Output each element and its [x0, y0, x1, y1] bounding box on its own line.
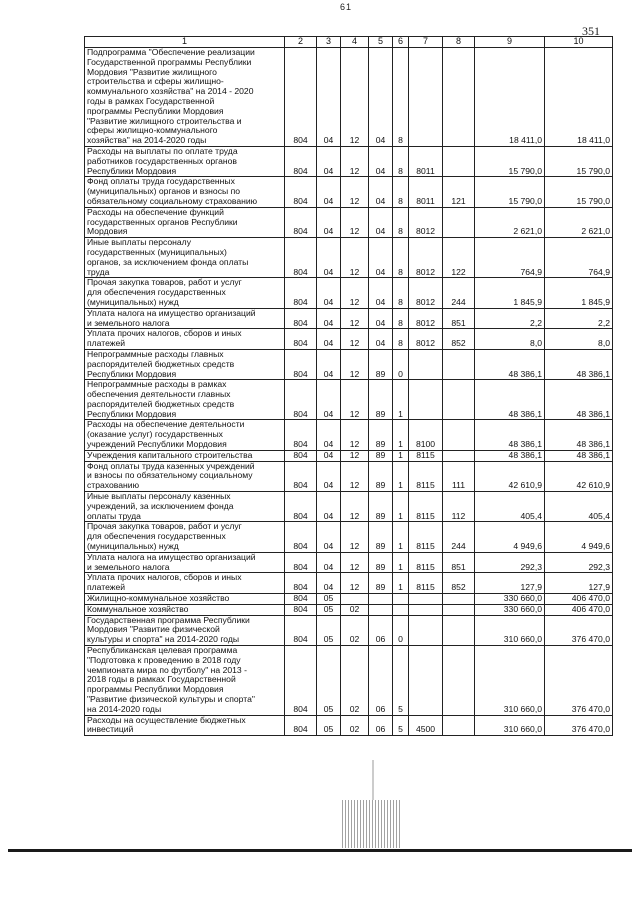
code-cell: 5	[393, 646, 409, 716]
code-cell: 852	[443, 573, 475, 594]
code-cell: 06	[369, 646, 393, 716]
table-row	[85, 552, 613, 573]
code-cell: 04	[317, 278, 341, 308]
amount-cell: 15 790,0	[545, 146, 613, 176]
code-cell	[409, 349, 443, 379]
row-name-cell: Прочая закупка товаров, работ и услуг для обеспечения государственных (муниципальных) нужд	[85, 522, 285, 552]
code-cell: 04	[317, 573, 341, 594]
code-cell: 12	[341, 450, 369, 461]
table-row	[85, 715, 613, 736]
code-cell: 04	[317, 308, 341, 329]
code-cell: 04	[369, 146, 393, 176]
column-header: 6	[393, 37, 409, 48]
page-number: 351	[582, 24, 600, 38]
code-cell: 804	[285, 308, 317, 329]
code-cell	[393, 594, 409, 605]
amount-cell: 405,4	[545, 492, 613, 522]
amount-cell: 2 621,0	[475, 207, 545, 237]
amount-cell: 2 621,0	[545, 207, 613, 237]
amount-cell: 310 660,0	[475, 715, 545, 736]
code-cell: 06	[369, 715, 393, 736]
amount-cell: 48 386,1	[545, 380, 613, 420]
code-cell: 1	[393, 552, 409, 573]
table-row	[85, 349, 613, 379]
code-cell: 04	[317, 420, 341, 450]
row-name-cell: Расходы на осуществление бюджетных инвестиций	[85, 715, 285, 736]
code-cell: 05	[317, 646, 341, 716]
code-cell: 12	[341, 573, 369, 594]
table-row	[85, 278, 613, 308]
code-cell: 851	[443, 552, 475, 573]
amount-cell: 330 660,0	[475, 594, 545, 605]
code-cell: 04	[317, 552, 341, 573]
code-cell	[443, 594, 475, 605]
code-cell: 04	[369, 177, 393, 207]
code-cell: 1	[393, 380, 409, 420]
code-cell: 04	[317, 48, 341, 147]
code-cell: 804	[285, 615, 317, 645]
column-header: 10	[545, 37, 613, 48]
code-cell: 8	[393, 177, 409, 207]
code-cell: 12	[341, 349, 369, 379]
code-cell: 04	[369, 238, 393, 278]
amount-cell: 4 949,6	[475, 522, 545, 552]
code-cell: 89	[369, 380, 393, 420]
table-row	[85, 177, 613, 207]
table-row	[85, 238, 613, 278]
code-cell: 804	[285, 177, 317, 207]
row-name-cell: Непрограммные расходы в рамках обеспечения деятельности главных распорядителей бюджетных средств Республики Мордовия	[85, 380, 285, 420]
amount-cell: 376 470,0	[545, 646, 613, 716]
code-cell: 12	[341, 48, 369, 147]
code-cell: 8012	[409, 308, 443, 329]
code-cell: 804	[285, 552, 317, 573]
table-row	[85, 380, 613, 420]
code-cell: 8	[393, 278, 409, 308]
code-cell: 8115	[409, 461, 443, 491]
code-cell	[443, 349, 475, 379]
table-row	[85, 604, 613, 615]
table-row	[85, 48, 613, 147]
amount-cell: 2,2	[545, 308, 613, 329]
code-cell	[409, 646, 443, 716]
amount-cell: 292,3	[475, 552, 545, 573]
code-cell: 8	[393, 308, 409, 329]
column-header: 9	[475, 37, 545, 48]
code-cell: 04	[369, 207, 393, 237]
code-cell: 804	[285, 573, 317, 594]
code-cell: 8	[393, 238, 409, 278]
code-cell: 111	[443, 461, 475, 491]
column-header: 4	[341, 37, 369, 48]
code-cell: 04	[317, 349, 341, 379]
row-name-cell: Иные выплаты персоналу государственных (муниципальных) органов, за исключением фонда оплаты труда	[85, 238, 285, 278]
code-cell: 804	[285, 278, 317, 308]
code-cell: 8115	[409, 552, 443, 573]
row-name-cell: Прочая закупка товаров, работ и услуг для обеспечения государственных (муниципальных) нужд	[85, 278, 285, 308]
code-cell: 12	[341, 146, 369, 176]
code-cell: 8012	[409, 207, 443, 237]
code-cell: 8115	[409, 492, 443, 522]
code-cell	[369, 604, 393, 615]
amount-cell: 48 386,1	[475, 349, 545, 379]
amount-cell: 764,9	[545, 238, 613, 278]
amount-cell: 48 386,1	[545, 349, 613, 379]
code-cell: 804	[285, 207, 317, 237]
amount-cell: 15 790,0	[475, 146, 545, 176]
amount-cell: 8,0	[545, 329, 613, 350]
amount-cell: 764,9	[475, 238, 545, 278]
table-row	[85, 420, 613, 450]
scan-edge-line	[8, 849, 632, 852]
code-cell	[409, 604, 443, 615]
code-cell: 121	[443, 177, 475, 207]
code-cell: 8011	[409, 146, 443, 176]
code-cell: 02	[341, 615, 369, 645]
code-cell: 89	[369, 450, 393, 461]
code-cell: 5	[393, 715, 409, 736]
code-cell: 122	[443, 238, 475, 278]
amount-cell: 1 845,9	[545, 278, 613, 308]
code-cell: 04	[369, 329, 393, 350]
row-name-cell: Подпрограмма "Обеспечение реализации Государственной программы Республики Мордовия "Развитие жилищного строительства и сферы жилищно- коммунального хозяйства" на 2014 - 2020 годы в рамках Государственной программы Республики Мордовия "Развитие жилищного строительства и сферы жилищно-коммунального хозяйства" на 2014-2020 годы	[85, 48, 285, 147]
code-cell: 8011	[409, 177, 443, 207]
code-cell	[443, 615, 475, 645]
code-cell: 1	[393, 450, 409, 461]
code-cell: 89	[369, 349, 393, 379]
code-cell: 244	[443, 278, 475, 308]
code-cell: 8115	[409, 522, 443, 552]
code-cell	[443, 207, 475, 237]
amount-cell: 310 660,0	[475, 615, 545, 645]
amount-cell: 330 660,0	[475, 604, 545, 615]
code-cell: 04	[369, 278, 393, 308]
code-cell: 8012	[409, 278, 443, 308]
code-cell	[443, 715, 475, 736]
code-cell: 12	[341, 380, 369, 420]
amount-cell: 18 411,0	[475, 48, 545, 147]
code-cell: 89	[369, 573, 393, 594]
column-header: 7	[409, 37, 443, 48]
code-cell	[409, 380, 443, 420]
scan-artifact	[342, 800, 402, 848]
table-row	[85, 646, 613, 716]
row-name-cell: Иные выплаты персоналу казенных учреждений, за исключением фонда оплаты труда	[85, 492, 285, 522]
code-cell: 804	[285, 594, 317, 605]
code-cell: 89	[369, 461, 393, 491]
amount-cell: 48 386,1	[475, 380, 545, 420]
code-cell: 89	[369, 552, 393, 573]
table-row	[85, 573, 613, 594]
code-cell: 804	[285, 380, 317, 420]
code-cell: 12	[341, 492, 369, 522]
code-cell	[409, 615, 443, 645]
code-cell: 05	[317, 594, 341, 605]
code-cell: 8100	[409, 420, 443, 450]
code-cell: 804	[285, 715, 317, 736]
amount-cell: 376 470,0	[545, 615, 613, 645]
header-mark: 61	[340, 2, 353, 12]
table-row	[85, 146, 613, 176]
table-row	[85, 308, 613, 329]
row-name-cell: Коммунальное хозяйство	[85, 604, 285, 615]
code-cell: 804	[285, 48, 317, 147]
table-row	[85, 594, 613, 605]
amount-cell: 18 411,0	[545, 48, 613, 147]
scan-artifact	[372, 760, 374, 800]
amount-cell: 42 610,9	[475, 461, 545, 491]
row-name-cell: Жилищно-коммунальное хозяйство	[85, 594, 285, 605]
code-cell: 04	[317, 146, 341, 176]
code-cell: 1	[393, 522, 409, 552]
code-cell: 05	[317, 715, 341, 736]
table-row	[85, 461, 613, 491]
code-cell	[443, 146, 475, 176]
code-cell	[443, 646, 475, 716]
code-cell: 8012	[409, 238, 443, 278]
code-cell: 804	[285, 604, 317, 615]
amount-cell: 8,0	[475, 329, 545, 350]
code-cell: 4500	[409, 715, 443, 736]
amount-cell: 48 386,1	[475, 450, 545, 461]
row-name-cell: Фонд оплаты труда казенных учреждений и взносы по обязательному социальному страхованию	[85, 461, 285, 491]
code-cell: 8	[393, 207, 409, 237]
code-cell: 05	[317, 604, 341, 615]
amount-cell: 310 660,0	[475, 646, 545, 716]
code-cell: 06	[369, 615, 393, 645]
code-cell	[409, 594, 443, 605]
code-cell: 12	[341, 207, 369, 237]
code-cell: 12	[341, 278, 369, 308]
row-name-cell: Расходы на обеспечение функций государственных органов Республики Мордовия	[85, 207, 285, 237]
code-cell: 04	[317, 461, 341, 491]
table-row	[85, 522, 613, 552]
amount-cell: 292,3	[545, 552, 613, 573]
code-cell: 04	[317, 177, 341, 207]
code-cell: 8115	[409, 450, 443, 461]
code-cell: 12	[341, 238, 369, 278]
code-cell: 12	[341, 329, 369, 350]
code-cell: 12	[341, 177, 369, 207]
column-header: 5	[369, 37, 393, 48]
code-cell: 04	[317, 238, 341, 278]
amount-cell: 15 790,0	[545, 177, 613, 207]
code-cell: 8	[393, 48, 409, 147]
amount-cell: 48 386,1	[545, 420, 613, 450]
code-cell: 05	[317, 615, 341, 645]
code-cell: 804	[285, 238, 317, 278]
code-cell: 02	[341, 715, 369, 736]
code-cell: 804	[285, 646, 317, 716]
row-name-cell: Уплата налога на имущество организаций и земельного налога	[85, 552, 285, 573]
code-cell: 04	[317, 450, 341, 461]
table-header-row	[85, 37, 613, 48]
code-cell: 04	[317, 522, 341, 552]
budget-table	[84, 36, 613, 736]
amount-cell: 48 386,1	[475, 420, 545, 450]
row-name-cell: Расходы на выплаты по оплате труда работников государственных органов Республики Мордовия	[85, 146, 285, 176]
code-cell	[443, 450, 475, 461]
code-cell: 04	[369, 308, 393, 329]
row-name-cell: Государственная программа Республики Мордовия "Развитие физической культуры и спорта" на 2014-2020 годы	[85, 615, 285, 645]
code-cell	[443, 380, 475, 420]
code-cell: 851	[443, 308, 475, 329]
code-cell: 1	[393, 461, 409, 491]
code-cell: 804	[285, 420, 317, 450]
code-cell: 0	[393, 615, 409, 645]
amount-cell: 1 845,9	[475, 278, 545, 308]
code-cell: 804	[285, 349, 317, 379]
code-cell: 1	[393, 573, 409, 594]
table-row	[85, 207, 613, 237]
code-cell: 04	[369, 48, 393, 147]
code-cell: 804	[285, 329, 317, 350]
code-cell: 04	[317, 492, 341, 522]
code-cell: 04	[317, 207, 341, 237]
code-cell: 1	[393, 420, 409, 450]
code-cell	[369, 594, 393, 605]
code-cell: 12	[341, 522, 369, 552]
code-cell	[393, 604, 409, 615]
amount-cell: 127,9	[545, 573, 613, 594]
table-row	[85, 450, 613, 461]
row-name-cell: Расходы на обеспечение деятельности (оказание услуг) государственных учреждений Республики Мордовия	[85, 420, 285, 450]
code-cell: 852	[443, 329, 475, 350]
code-cell: 04	[317, 329, 341, 350]
code-cell: 02	[341, 604, 369, 615]
code-cell: 89	[369, 522, 393, 552]
amount-cell: 2,2	[475, 308, 545, 329]
column-header: 2	[285, 37, 317, 48]
code-cell: 804	[285, 492, 317, 522]
code-cell: 8	[393, 146, 409, 176]
table-body	[85, 37, 613, 736]
code-cell: 12	[341, 552, 369, 573]
table-row	[85, 329, 613, 350]
code-cell: 02	[341, 646, 369, 716]
code-cell	[443, 420, 475, 450]
amount-cell: 406 470,0	[545, 604, 613, 615]
amount-cell: 48 386,1	[545, 450, 613, 461]
code-cell: 12	[341, 308, 369, 329]
code-cell	[341, 594, 369, 605]
amount-cell: 376 470,0	[545, 715, 613, 736]
code-cell: 89	[369, 420, 393, 450]
code-cell	[409, 48, 443, 147]
code-cell: 244	[443, 522, 475, 552]
table-row	[85, 492, 613, 522]
row-name-cell: Фонд оплаты труда государственных (муниципальных) органов и взносы по обязательному социальному страхованию	[85, 177, 285, 207]
code-cell: 8115	[409, 573, 443, 594]
code-cell: 804	[285, 522, 317, 552]
row-name-cell: Республиканская целевая программа "Подготовка к проведению в 2018 году чемпионата мира по футболу" на 2013 - 2018 годы в рамках Государственной программы Республики Мордовия "Развитие физической культуры и спорта" на 2014-2020 годы	[85, 646, 285, 716]
amount-cell: 406 470,0	[545, 594, 613, 605]
code-cell: 112	[443, 492, 475, 522]
row-name-cell: Уплата прочих налогов, сборов и иных платежей	[85, 329, 285, 350]
row-name-cell: Уплата налога на имущество организаций и земельного налога	[85, 308, 285, 329]
column-header: 3	[317, 37, 341, 48]
row-name-cell: Уплата прочих налогов, сборов и иных платежей	[85, 573, 285, 594]
row-name-cell: Непрограммные расходы главных распорядителей бюджетных средств Республики Мордовия	[85, 349, 285, 379]
code-cell: 12	[341, 420, 369, 450]
column-header: 8	[443, 37, 475, 48]
code-cell: 8012	[409, 329, 443, 350]
amount-cell: 15 790,0	[475, 177, 545, 207]
code-cell: 804	[285, 146, 317, 176]
code-cell: 8	[393, 329, 409, 350]
code-cell: 12	[341, 461, 369, 491]
amount-cell: 4 949,6	[545, 522, 613, 552]
code-cell: 0	[393, 349, 409, 379]
code-cell: 04	[317, 380, 341, 420]
row-name-cell: Учреждения капитального строительства	[85, 450, 285, 461]
code-cell: 804	[285, 450, 317, 461]
code-cell: 1	[393, 492, 409, 522]
code-cell	[443, 604, 475, 615]
code-cell: 804	[285, 461, 317, 491]
amount-cell: 405,4	[475, 492, 545, 522]
amount-cell: 127,9	[475, 573, 545, 594]
column-header: 1	[85, 37, 285, 48]
table-row	[85, 615, 613, 645]
code-cell: 89	[369, 492, 393, 522]
code-cell	[443, 48, 475, 147]
amount-cell: 42 610,9	[545, 461, 613, 491]
